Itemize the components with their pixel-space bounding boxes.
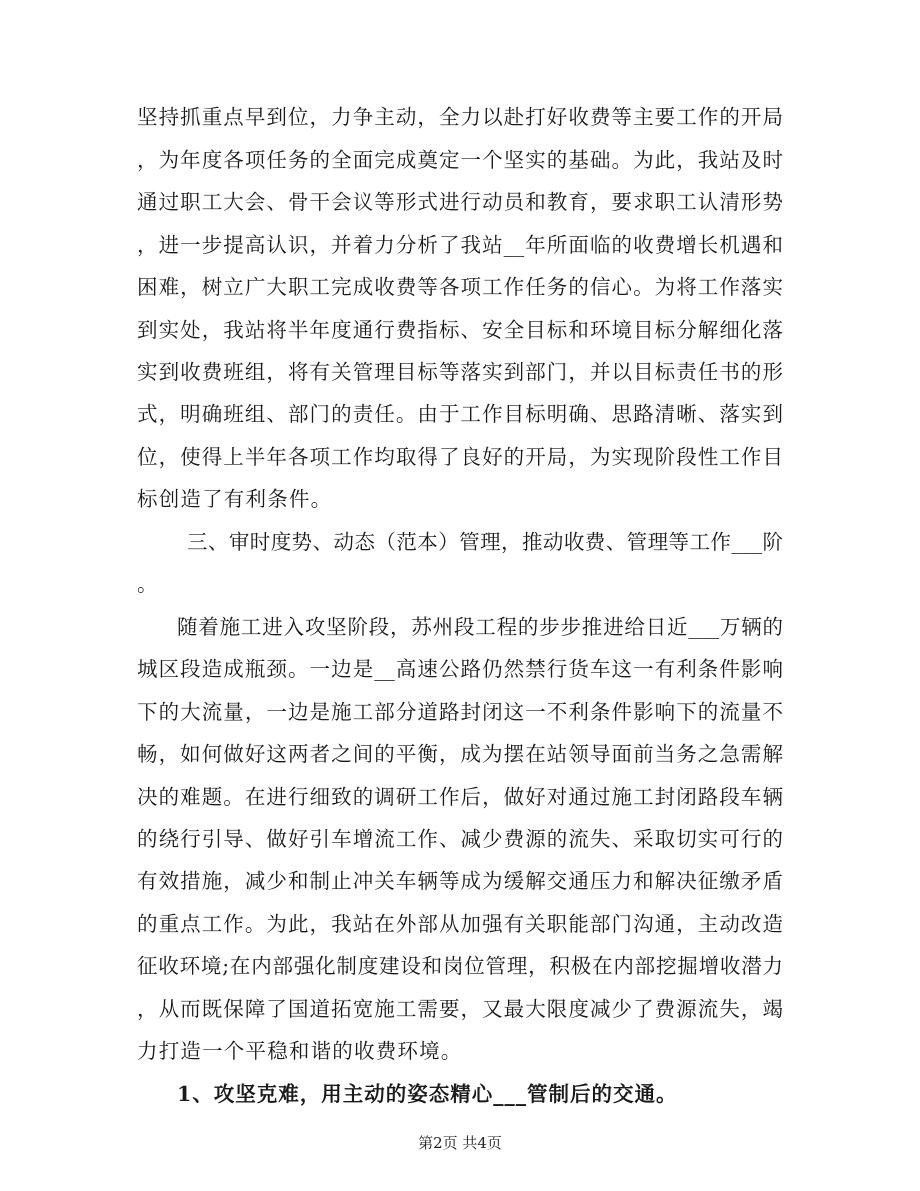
body-line: 力打造一个平稳和谐的收费环境。 bbox=[137, 1039, 463, 1063]
body-line: 下的大流量，一边是施工部分道路封闭这一不利条件影响下的流量不 bbox=[137, 700, 783, 724]
page-footer: 第2页 共4页 bbox=[418, 1134, 502, 1152]
body-line: 到实处，我站将半年度通行费指标、安全目标和环境目标分解细化落 bbox=[137, 318, 783, 342]
body-line: 的绕行引导、做好引车增流工作、减少费源的流失、采取切实可行的 bbox=[137, 827, 783, 851]
body-line: 。 bbox=[137, 572, 159, 596]
body-line: 征收环境;在内部强化制度建设和岗位管理，积极在内部挖掘增收潜力 bbox=[137, 954, 783, 978]
section-heading: 三、审时度势、动态（范本）管理，推动收费、管理等工作___阶 bbox=[187, 530, 783, 554]
body-line: 式，明确班组、部门的责任。由于工作目标明确、思路清晰、落实到 bbox=[137, 402, 783, 426]
body-line: ，从而既保障了国道拓宽施工需要，又最大限度减少了费源流失，竭 bbox=[137, 997, 783, 1021]
body-line: 坚持抓重点早到位，力争主动，全力以赴打好收费等主要工作的开局 bbox=[137, 105, 783, 129]
body-line: 通过职工大会、骨干会议等形式进行动员和教育，要求职工认清形势 bbox=[137, 190, 783, 214]
body-line: 决的难题。在进行细致的调研工作后，做好对通过施工封闭路段车辆 bbox=[137, 785, 783, 809]
body-line: 位，使得上半年各项工作均取得了良好的开局，为实现阶段性工作目 bbox=[137, 445, 783, 469]
body-line: 畅，如何做好这两者之间的平衡，成为摆在站领导面前当务之急需解 bbox=[137, 742, 783, 766]
body-line: 困难，树立广大职工完成收费等各项工作任务的信心。为将工作落实 bbox=[137, 275, 783, 299]
body-line: 标创造了有利条件。 bbox=[137, 487, 333, 511]
body-line: 实到收费班组，将有关管理目标等落实到部门，并以目标责任书的形 bbox=[137, 360, 783, 384]
body-line: ，为年度各项任务的全面完成奠定一个坚实的基础。为此，我站及时 bbox=[137, 148, 783, 172]
body-line: ，进一步提高认识，并着力分析了我站__年所面临的收费增长机遇和 bbox=[137, 233, 783, 257]
body-line: 有效措施，减少和制止冲关车辆等成为缓解交通压力和解决征缴矛盾 bbox=[137, 869, 783, 893]
subheading: 1、攻坚克难，用主动的姿态精心___管制后的交通。 bbox=[177, 1082, 678, 1106]
body-line: 城区段造成瓶颈。一边是__高速公路仍然禁行货车这一有利条件影响 bbox=[137, 657, 783, 681]
paragraph-first-line: 随着施工进入攻坚阶段，苏州段工程的步步推进给日近___万辆的 bbox=[177, 615, 783, 639]
body-line: 的重点工作。为此，我站在外部从加强有关职能部门沟通，主动改造 bbox=[137, 912, 783, 936]
